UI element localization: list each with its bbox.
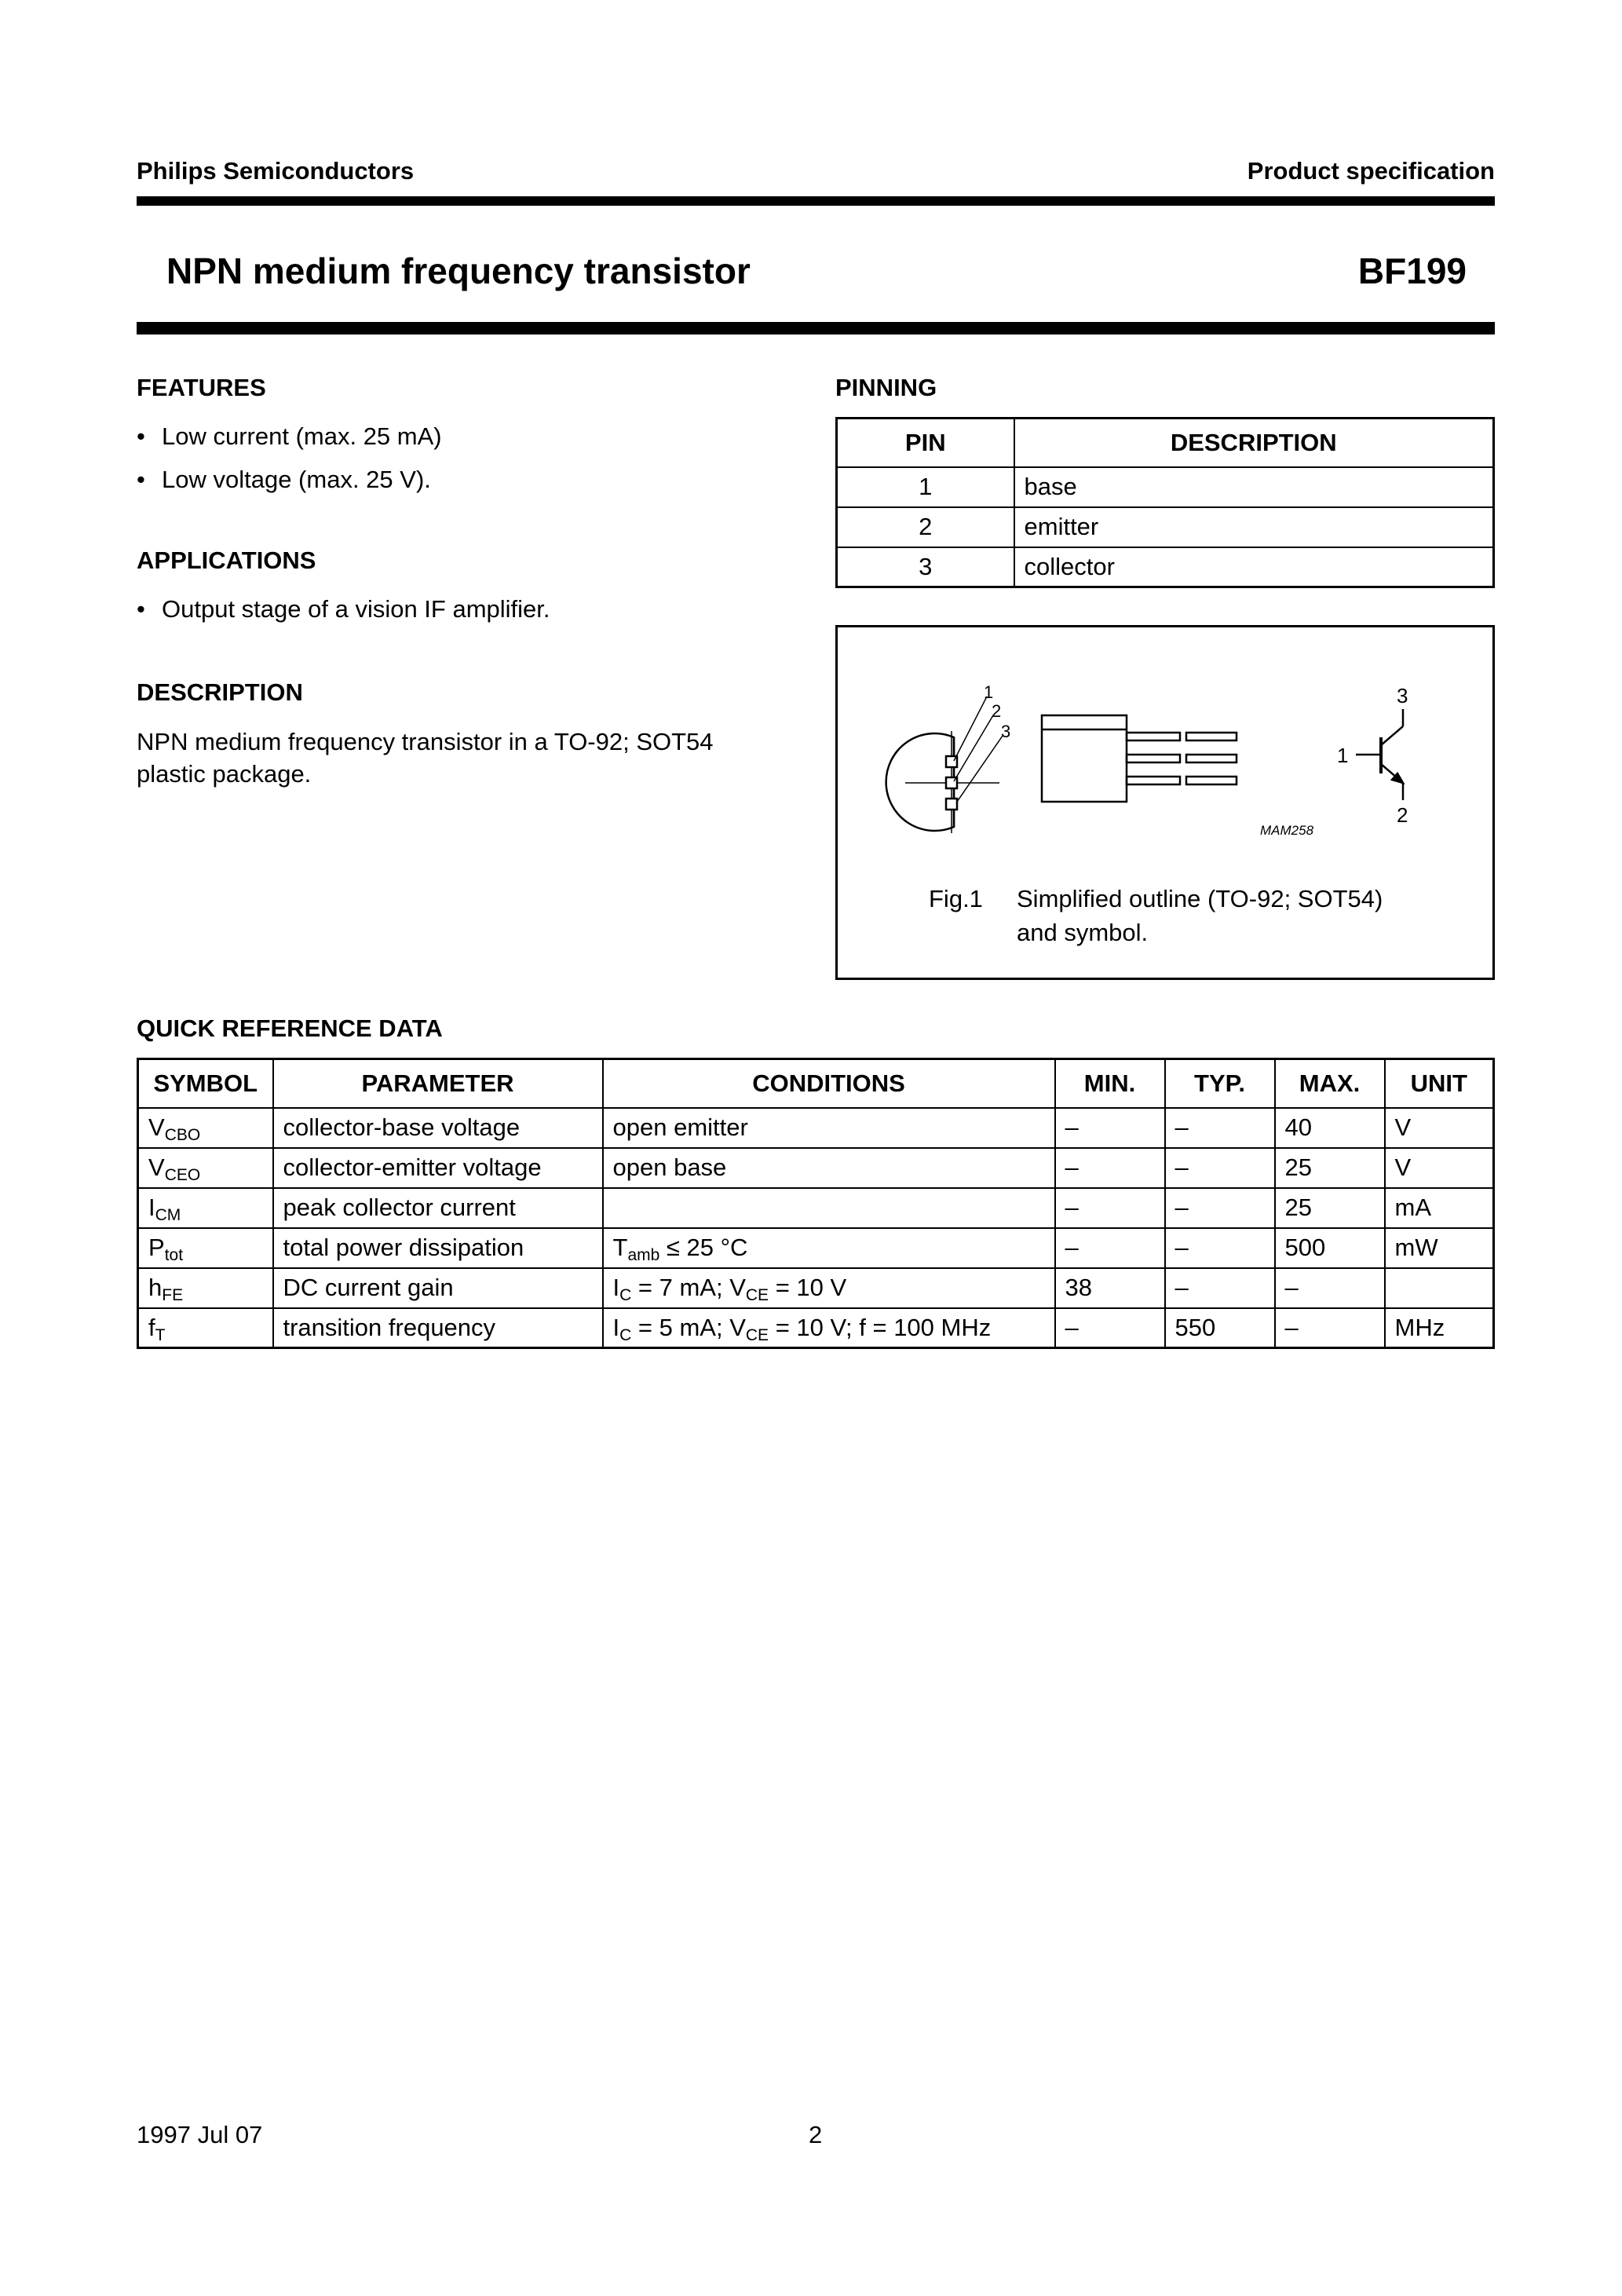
cell-symbol: $P_{tot}$ [138,1228,273,1268]
company-name: Philips Semiconductors [137,157,415,185]
cell-symbol: $h_{FE}$ [138,1268,273,1308]
pinning-col-description: DESCRIPTION [1014,419,1494,467]
cell-typ: – [1165,1148,1275,1188]
col-conditions: CONDITIONS [603,1059,1055,1108]
table-row [138,1268,1494,1308]
table-row [837,547,1494,587]
cell-conditions: open emitter [603,1108,1055,1148]
pin-3-pad [946,799,957,810]
col-symbol: SYMBOL [138,1059,273,1108]
pinning-table [835,417,1495,588]
cell-min: – [1055,1188,1165,1228]
page-number: 2 [809,2121,823,2148]
figure-code: MAM258 [1260,823,1314,838]
applications-heading: APPLICATIONS [137,547,316,574]
qrd-heading: QUICK REFERENCE DATA [137,1015,443,1042]
cell-max: 500 [1275,1228,1385,1268]
pin-description: emitter [1014,507,1494,547]
cell-unit [1385,1268,1494,1308]
cell-typ: – [1165,1108,1275,1148]
outline-pin-label: 2 [992,701,1002,721]
description-heading: DESCRIPTION [137,678,303,706]
cell-parameter: DC current gain [273,1268,603,1308]
cell-max: – [1275,1308,1385,1348]
cell-conditions: $I_C = 5$ mA; $V_{CE} = 10$ V; f = 100 MHz [603,1308,1055,1348]
quick-reference-table [137,1058,1495,1349]
pin-description: base [1014,467,1494,507]
feature-item: • Low voltage (max. 25 V). [137,458,442,501]
cell-parameter: collector-base voltage [273,1108,603,1148]
table-row [138,1148,1494,1188]
application-item: • Output stage of a vision IF amplifier. [137,587,550,631]
pinning-col-pin: PIN [837,419,1014,467]
cell-conditions: $I_C = 7$ mA; $V_{CE} = 10$ V [603,1268,1055,1308]
cell-max: 25 [1275,1188,1385,1228]
cell-parameter: total power dissipation [273,1228,603,1268]
npn-symbol [1356,709,1403,800]
symbol-collector-label: 3 [1397,684,1408,707]
package-bottom-outline [886,733,954,831]
cell-symbol: $V_{CEO}$ [138,1148,273,1188]
cell-conditions: open base [603,1148,1055,1188]
table-row [138,1308,1494,1348]
cell-min: 38 [1055,1268,1165,1308]
features-heading: FEATURES [137,374,266,401]
cell-typ: – [1165,1268,1275,1308]
cell-max: – [1275,1268,1385,1308]
caption-line: Simplified outline (TO-92; SOT54) [1017,885,1383,912]
cell-max: 25 [1275,1148,1385,1188]
pin-description: collector [1014,547,1494,587]
cell-unit: mA [1385,1188,1494,1228]
pinning-header-row [837,419,1494,467]
pin-number: 2 [837,507,1014,547]
figure-box [835,625,1495,980]
header-rule [137,196,1495,206]
cell-min: – [1055,1228,1165,1268]
feature-item: • Low current (max. 25 mA) [137,415,442,458]
pin-number: 1 [837,467,1014,507]
description-line: NPN medium frequency transistor in a TO-92; SOT54 [137,728,714,755]
cell-parameter: transition frequency [273,1308,603,1348]
cell-conditions: $T_{amb} \le 25$ °C [603,1228,1055,1268]
symbol-emitter-label: 2 [1397,803,1408,827]
figure-caption-label: Fig.1 [929,885,983,912]
table-row [138,1228,1494,1268]
qrd-header-row [138,1059,1494,1108]
col-typ: TYP. [1165,1059,1275,1108]
table-row [138,1108,1494,1148]
table-row [138,1188,1494,1228]
cell-typ: – [1165,1228,1275,1268]
pinning-heading: PINNING [835,374,937,401]
cell-symbol: $f_T$ [138,1308,273,1348]
cell-conditions [603,1188,1055,1228]
cell-symbol: $I_{CM}$ [138,1188,273,1228]
caption-line: and symbol. [1017,919,1149,946]
cell-parameter: collector-emitter voltage [273,1148,603,1188]
features-list [137,415,442,501]
col-max: MAX. [1275,1059,1385,1108]
table-row [837,507,1494,547]
cell-unit: V [1385,1148,1494,1188]
cell-unit: V [1385,1108,1494,1148]
cell-min: – [1055,1108,1165,1148]
description-line: plastic package. [137,760,312,788]
description-text [137,726,714,790]
side-view [1042,715,1237,802]
applications-list [137,587,550,631]
col-parameter: PARAMETER [273,1059,603,1108]
outline-pin-label: 1 [984,682,994,702]
cell-parameter: peak collector current [273,1188,603,1228]
cell-unit: MHz [1385,1308,1494,1348]
col-unit: UNIT [1385,1059,1494,1108]
cell-max: 40 [1275,1108,1385,1148]
footer-date: 1997 Jul 07 [137,2121,263,2148]
page-title: NPN medium frequency transistor [166,250,751,291]
cell-unit: mW [1385,1228,1494,1268]
figure-caption [1017,882,1383,949]
table-row [837,467,1494,507]
bottom-view [886,696,1003,833]
part-number: BF199 [1357,250,1467,291]
cell-min: – [1055,1148,1165,1188]
pin-number: 3 [837,547,1014,587]
outline-pin-label: 3 [1001,722,1011,741]
cell-typ: – [1165,1188,1275,1228]
col-min: MIN. [1055,1059,1165,1108]
cell-min: – [1055,1308,1165,1348]
cell-typ: 550 [1165,1308,1275,1348]
package-body [1042,715,1127,802]
document-type: Product specification [1247,157,1495,185]
title-rule [137,322,1495,335]
symbol-base-label: 1 [1337,744,1349,767]
cell-symbol: $V_{CBO}$ [138,1108,273,1148]
